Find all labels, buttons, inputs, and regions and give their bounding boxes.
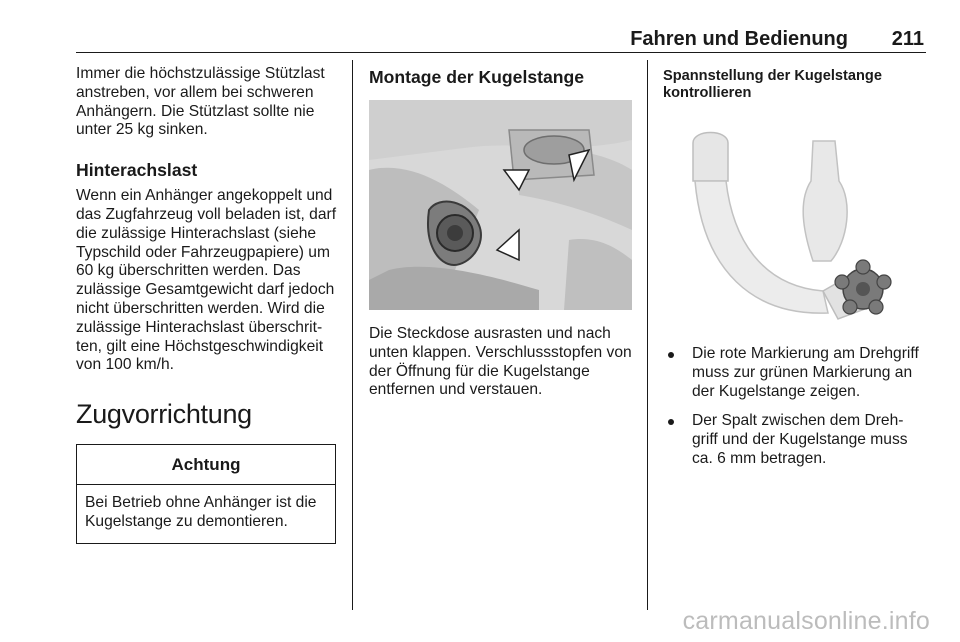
page-header bbox=[76, 22, 926, 50]
column-left bbox=[76, 65, 342, 544]
bullet-text: Die rote Markierung am Drehgriff muss zur grünen Markierung an der Kugelstange zeigen. bbox=[692, 345, 919, 400]
hinterachslast-paragraph: Wenn ein Anhänger angekoppelt und das Zugfahrzeug voll beladen ist, darf die zulässige Hinterachslast (siehe Typschild oder Fahrzeugpapiere) um 60 kg überschritten werden. Das zulässige Gesamtgewicht darf jedoch nicht überschritten werden. Wird die zulässige Hinterachslast überschrit- ten, gilt eine Höchstgeschwindigkeit von 100 km/h. bbox=[76, 187, 337, 374]
column-divider-left bbox=[352, 60, 353, 610]
column-middle bbox=[369, 65, 634, 400]
socket-photo bbox=[369, 100, 632, 310]
page-number: 211 bbox=[891, 28, 924, 50]
column-right bbox=[663, 65, 928, 480]
warning-text: Bei Betrieb ohne Anhänger ist die Kugelstange zu demontieren. bbox=[85, 494, 317, 530]
header-title: Fahren und Bedienung bbox=[630, 28, 848, 50]
warning-title: Achtung bbox=[77, 445, 335, 485]
montage-caption: Die Steckdose ausrasten und nach unten klappen. Verschlussstopfen von der Öffnung für die Kugelstange entfernen und verstauen. bbox=[369, 325, 632, 399]
warning-box bbox=[76, 444, 336, 544]
header-rule bbox=[76, 52, 926, 53]
column-divider-right bbox=[647, 60, 648, 610]
intro-paragraph: Immer die höchstzulässige Stützlast anstreben, vor allem bei schweren Anhängern. Die Stützlast sollte nie unter 25 kg sinken. bbox=[76, 65, 325, 139]
ball-bar-photo bbox=[663, 121, 926, 331]
bullet-icon bbox=[668, 419, 674, 425]
ball-bar-illustration bbox=[663, 121, 926, 331]
bullet-list bbox=[663, 345, 928, 469]
hinterachslast-heading: Hinterachslast bbox=[76, 160, 198, 181]
bullet-icon bbox=[668, 352, 674, 358]
watermark: carmanualsonline.info bbox=[682, 607, 930, 635]
bullet-text: Der Spalt zwischen dem Dreh- griff und der Kugelstange muss ca. 6 mm betragen. bbox=[692, 412, 908, 467]
montage-heading: Montage der Kugelstange bbox=[369, 67, 585, 87]
socket-illustration bbox=[369, 100, 632, 310]
spannstellung-heading: Spannstellung der Kugelstange kontrollieren bbox=[663, 68, 882, 101]
list-item bbox=[663, 412, 928, 468]
section-title: Zugvorrichtung bbox=[76, 399, 252, 430]
list-item bbox=[663, 345, 928, 401]
